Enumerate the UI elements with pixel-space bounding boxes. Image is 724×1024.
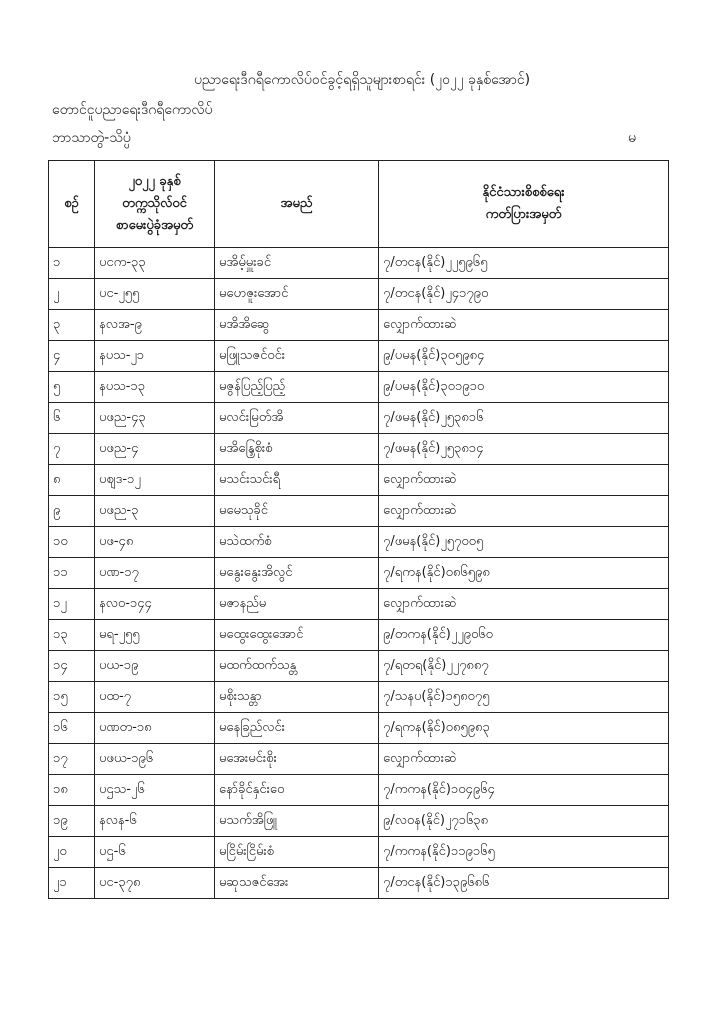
table-row — [49, 403, 669, 434]
table-header-row — [49, 161, 669, 248]
student-name-cell: မမေသုခိုင် — [215, 496, 379, 527]
roll-number-cell: နလန-၆ — [95, 806, 215, 837]
serial-no-cell: ၃ — [49, 310, 95, 341]
nrc-number-cell: ၉/ပမန(နိုင်)၃၀၁၉၁၀ — [379, 372, 669, 403]
roll-number-cell: ပဖည-၃ — [95, 496, 215, 527]
nrc-number-cell: ၇/ဖမန(နိုင်)၂၅၇၀၀၅ — [379, 527, 669, 558]
roll-number-cell: ပဏ-၁၇ — [95, 558, 215, 589]
student-name-cell: မဇာနည်မ — [215, 589, 379, 620]
student-name-cell: မသဲထက်စံ — [215, 527, 379, 558]
serial-no-cell: ၉ — [49, 496, 95, 527]
serial-no-cell: ၂ — [49, 279, 95, 310]
table-row — [49, 682, 669, 713]
table-row — [49, 558, 669, 589]
serial-no-cell: ၄ — [49, 341, 95, 372]
header-roll-line: စာမေးပွဲခုံအမှတ် — [115, 218, 194, 233]
serial-no-cell: ၅ — [49, 372, 95, 403]
table-row — [49, 837, 669, 868]
table-row — [49, 279, 669, 310]
nrc-number-cell: ၇/ဖမန(နိုင်)၂၅၃၈၁၆ — [379, 403, 669, 434]
nrc-number-cell: လျှောက်ထားဆဲ — [379, 465, 669, 496]
roll-number-cell: ပဌ-၆ — [95, 837, 215, 868]
table-row — [49, 310, 669, 341]
serial-no-cell: ၁၂ — [49, 589, 95, 620]
student-name-cell: မအိမ့်မှူးခင် — [215, 248, 379, 279]
header-serial-no: စဉ် — [49, 161, 95, 248]
header-roll-line: ၂၀၂၂ ခုနှစ် — [128, 174, 181, 189]
serial-no-cell: ၈ — [49, 465, 95, 496]
roll-number-cell: ပဖ-၄၈ — [95, 527, 215, 558]
serial-no-cell: ၂၁ — [49, 868, 95, 899]
serial-no-cell: ၁၄ — [49, 651, 95, 682]
roll-number-cell: ပငက-၃၃ — [95, 248, 215, 279]
nrc-number-cell: ၉/တကန(နိုင်)၂၂၉၀၆၀ — [379, 620, 669, 651]
roll-number-cell: ပဖည-၄၃ — [95, 403, 215, 434]
table-row — [49, 496, 669, 527]
header-nrc — [379, 161, 669, 248]
roll-number-cell: နပသ-၁၃ — [95, 372, 215, 403]
table-row — [49, 341, 669, 372]
nrc-number-cell: လျှောက်ထားဆဲ — [379, 496, 669, 527]
page-title: ပညာရေးဒီဂရီကောလိပ်ဝင်ခွင့်ရရှိသူများစာရင်း (၂၀၂၂ ခုနှစ်အောင်) — [193, 72, 531, 88]
nrc-number-cell: ၉/လဝန(နိုင်)၂၇၁၆၃၈ — [379, 806, 669, 837]
roll-number-cell: နလ၀-၁၄၄ — [95, 589, 215, 620]
student-name-cell: နော်ခိုင်နှင်းဝေ — [215, 775, 379, 806]
nrc-number-cell: ၇/ကကန(နိုင်)၁၁၉၁၆၅ — [379, 837, 669, 868]
student-name-cell: မအိန္ဒြေစိုးစံ — [215, 434, 379, 465]
serial-no-cell: ၁၁ — [49, 558, 95, 589]
admission-list-table — [48, 160, 669, 899]
student-name-cell: မထွေးထွေးအောင် — [215, 620, 379, 651]
nrc-number-cell: ၇/ကကန(နိုင်)၁၀၄၉၆၄ — [379, 775, 669, 806]
roll-number-cell: ပဖယ-၁၉၆ — [95, 744, 215, 775]
table-row — [49, 620, 669, 651]
gender-label: မ — [628, 130, 636, 146]
serial-no-cell: ၁၉ — [49, 806, 95, 837]
student-name-cell: မထက်ထက်သန္တ — [215, 651, 379, 682]
table-row — [49, 744, 669, 775]
student-name-cell: မဇွန်ပြည့်ပြည့် — [215, 372, 379, 403]
student-name-cell: မလင်းမြတ်အိ — [215, 403, 379, 434]
table-row — [49, 527, 669, 558]
student-name-cell: မငြိမ်းငြိမ်းစံ — [215, 837, 379, 868]
student-name-cell: မနွေးနွေးအိလွင် — [215, 558, 379, 589]
table-row — [49, 713, 669, 744]
roll-number-cell: မရ-၂၅၅ — [95, 620, 215, 651]
roll-number-cell: ပထ-၇ — [95, 682, 215, 713]
serial-no-cell: ၁၆ — [49, 713, 95, 744]
serial-no-cell: ၁၇ — [49, 744, 95, 775]
nrc-number-cell: ၇/တငန(နိုင်)၂၂၅၉၆၅ — [379, 248, 669, 279]
header-roll-line: တက္ကသိုလ်ဝင် — [122, 196, 187, 211]
nrc-number-cell: ၇/ရကန(နိုင်)၀၈၅၉၈၃ — [379, 713, 669, 744]
roll-number-cell: ပဏတ-၁၈ — [95, 713, 215, 744]
roll-number-cell: ပဈဒ-၁၂ — [95, 465, 215, 496]
roll-number-cell: နပသ-၂၁ — [95, 341, 215, 372]
student-name-cell: မနေခြည်လင်း — [215, 713, 379, 744]
roll-number-cell: ပင-၃၇၈ — [95, 868, 215, 899]
roll-number-cell: ပင-၂၅၅ — [95, 279, 215, 310]
student-name-cell: မစိုးသန္တာ — [215, 682, 379, 713]
nrc-number-cell: ၇/သနပ(နိုင်)၁၅၈၀၇၅ — [379, 682, 669, 713]
nrc-number-cell: ၇/တငန(နိုင်)၁၃၉၆၈၆ — [379, 868, 669, 899]
table-row — [49, 775, 669, 806]
serial-no-cell: ၁၈ — [49, 775, 95, 806]
table-row — [49, 806, 669, 837]
table-row — [49, 248, 669, 279]
table-row — [49, 651, 669, 682]
nrc-number-cell: ၇/ရကန(နိုင်)၀၈၆၅၉၈ — [379, 558, 669, 589]
nrc-number-cell: ၇/တငန(နိုင်)၂၄၁၇၉၀ — [379, 279, 669, 310]
student-name-cell: မသင်းသင်းရီ — [215, 465, 379, 496]
table-row — [49, 434, 669, 465]
nrc-number-cell: လျှောက်ထားဆဲ — [379, 310, 669, 341]
roll-number-cell: ပဌသ-၂၆ — [95, 775, 215, 806]
serial-no-cell: ၁ — [49, 248, 95, 279]
header-roll-number — [95, 161, 215, 248]
roll-number-cell: ပဖည-၄ — [95, 434, 215, 465]
student-name-cell: မဖြူသဇင်ဝင်း — [215, 341, 379, 372]
student-name-cell: မအေးမင်းစိုး — [215, 744, 379, 775]
table-row — [49, 465, 669, 496]
serial-no-cell: ၇ — [49, 434, 95, 465]
nrc-number-cell: ၇/ရတရ(နိုင်)၂၂၇၈၈၇ — [379, 651, 669, 682]
header-nrc-line: နိုင်ငံသားစိစစ်ရေး — [482, 185, 565, 200]
header-name: အမည် — [215, 161, 379, 248]
nrc-number-cell: ၉/ပမန(နိုင်)၃၀၅၉၈၄ — [379, 341, 669, 372]
table-row — [49, 589, 669, 620]
student-name-cell: မသက်အိဖြူ — [215, 806, 379, 837]
serial-no-cell: ၁၀ — [49, 527, 95, 558]
subject-combination: ဘာသာတွဲ-သိပ္ပံ — [52, 130, 131, 146]
serial-no-cell: ၁၅ — [49, 682, 95, 713]
roll-number-cell: နလအ-၉ — [95, 310, 215, 341]
student-name-cell: မအိအိဆွေ — [215, 310, 379, 341]
roll-number-cell: ပယ-၁၉ — [95, 651, 215, 682]
serial-no-cell: ၆ — [49, 403, 95, 434]
nrc-number-cell: ၇/ဖမန(နိုင်)၂၅၃၈၁၄ — [379, 434, 669, 465]
nrc-number-cell: လျှောက်ထားဆဲ — [379, 744, 669, 775]
table-row — [49, 372, 669, 403]
serial-no-cell: ၂၀ — [49, 837, 95, 868]
header-nrc-line: ကတ်ပြားအမှတ် — [485, 207, 562, 222]
nrc-number-cell: လျှောက်ထားဆဲ — [379, 589, 669, 620]
serial-no-cell: ၁၃ — [49, 620, 95, 651]
table-body — [49, 248, 669, 899]
department-name: တောင်ငူပညာရေးဒီဂရီကောလိပ် — [52, 102, 213, 118]
student-name-cell: မဟေဇူးအောင် — [215, 279, 379, 310]
student-name-cell: မဆုသဇင်အေး — [215, 868, 379, 899]
table-row — [49, 868, 669, 899]
